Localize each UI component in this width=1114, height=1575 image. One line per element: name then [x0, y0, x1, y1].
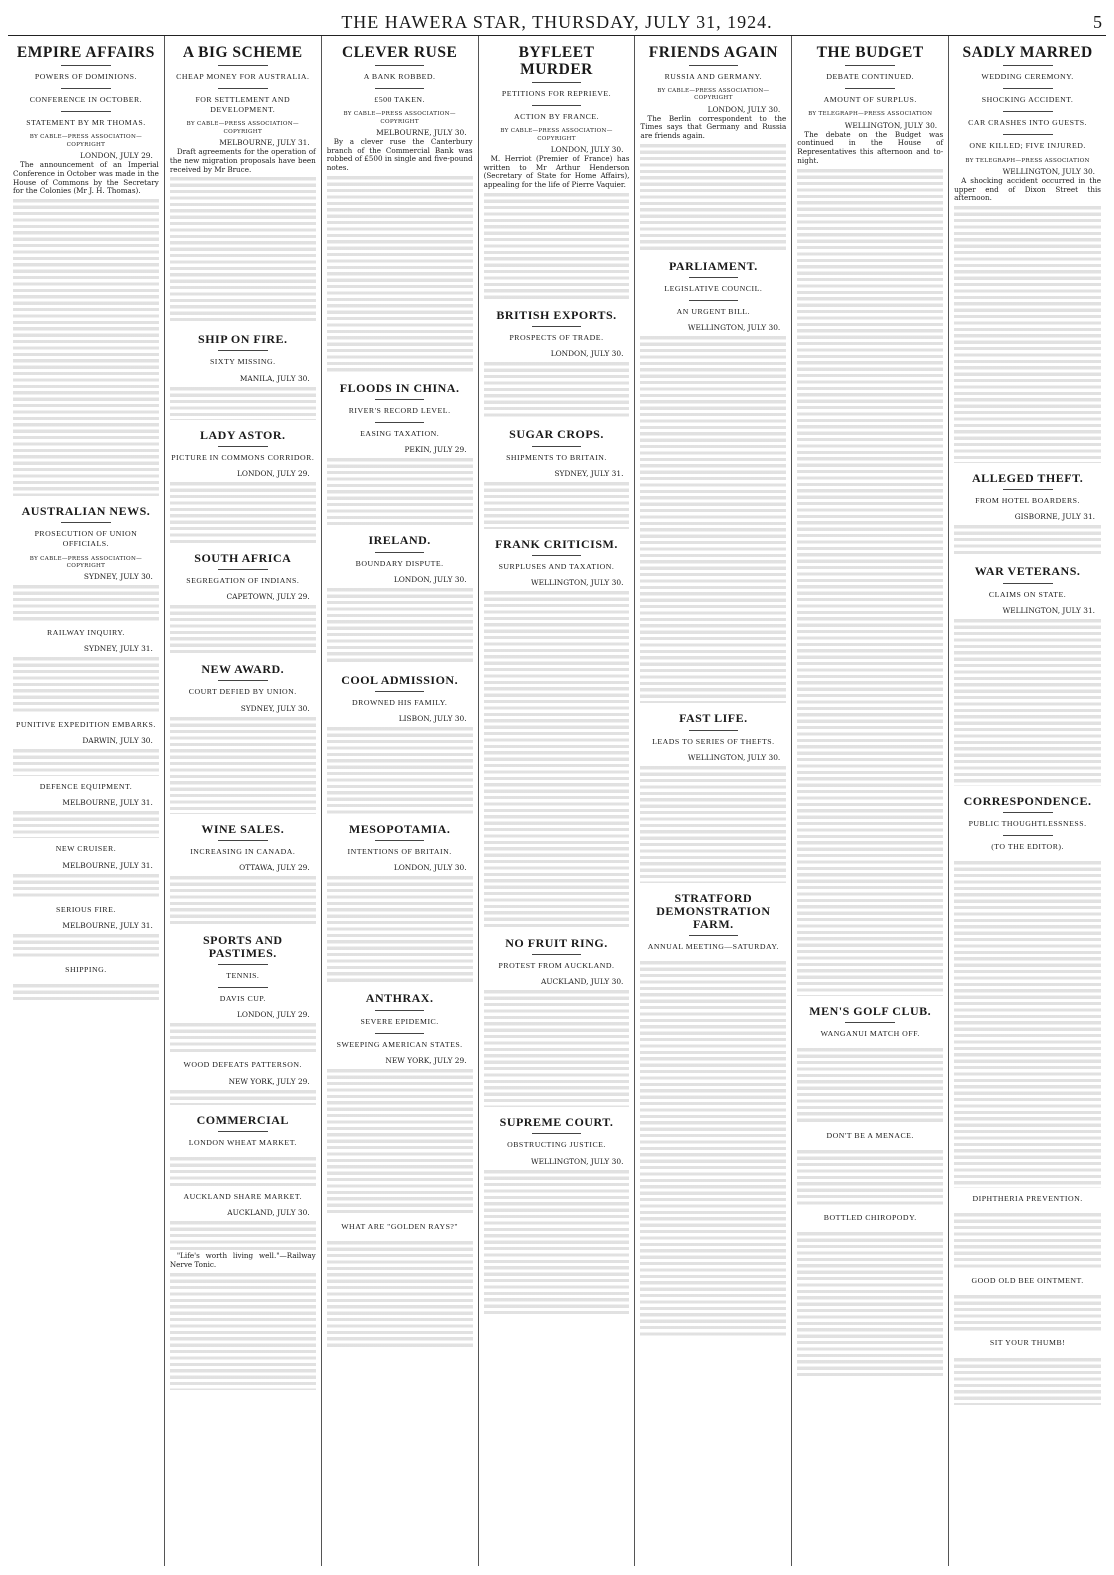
headline: SPORTS AND PASTIMES. — [202, 932, 283, 961]
subheading: SEGREGATION OF INDIANS. — [186, 576, 300, 586]
divider — [61, 88, 111, 89]
dateline: NEW YORK, JULY 29. — [228, 1076, 310, 1086]
divider — [375, 1033, 425, 1034]
text-lines — [954, 203, 1101, 463]
headline: COOL ADMISSION. — [341, 672, 459, 687]
article-body — [797, 131, 943, 996]
headline: ALLEGED THEFT. — [971, 471, 1084, 486]
text-lines — [170, 1218, 316, 1250]
divider — [532, 105, 582, 106]
dateline: OTTAWA, JULY 29. — [239, 862, 310, 872]
subheading: CHEAP MONEY FOR AUSTRALIA. — [176, 72, 310, 82]
text-lines — [954, 1210, 1101, 1270]
wire-credit: BY TELEGRAPH—PRESS ASSOCIATION — [965, 157, 1090, 164]
subheading: NEW CRUISER. — [55, 844, 117, 854]
subheading: PROSPECTS OF TRADE. — [509, 333, 604, 343]
column-7 — [949, 36, 1106, 1566]
article-body — [327, 585, 473, 665]
subheading: CONFERENCE IN OCTOBER. — [29, 95, 143, 105]
subheading: PICTURE IN COMMONS CORRIDOR. — [171, 452, 315, 462]
subheading: SEVERE EPIDEMIC. — [360, 1016, 439, 1026]
divider — [375, 552, 425, 553]
divider — [689, 277, 739, 278]
subheading: BOTTLED CHIROPODY. — [823, 1213, 917, 1223]
headline: THE BUDGET — [816, 44, 924, 61]
text-lines — [170, 1087, 316, 1105]
article-body — [640, 333, 786, 703]
article-text: "Life's worth living well."—Railway Nerve Tonic. — [169, 1251, 316, 1269]
article-body — [484, 588, 630, 928]
subheading: FROM HOTEL BOARDERS. — [975, 496, 1080, 506]
article-body — [954, 858, 1101, 1188]
dateline: WELLINGTON, JULY 31. — [1002, 605, 1095, 615]
headline: MESOPOTAMIA. — [348, 822, 451, 837]
text-lines — [640, 763, 786, 883]
subheading: DEFENCE EQUIPMENT. — [39, 782, 133, 792]
text-lines — [797, 166, 943, 996]
article-body — [13, 981, 159, 1001]
headline: EMPIRE AFFAIRS — [16, 44, 155, 61]
text-lines — [327, 173, 473, 373]
subheading: PUNITIVE EXPEDITION EMBARKS. — [16, 720, 156, 730]
text-lines — [13, 582, 159, 622]
text-lines — [484, 190, 630, 300]
text-lines — [13, 654, 159, 714]
subheading: GOOD OLD BEE OINTMENT. — [971, 1276, 1084, 1286]
text-lines — [797, 1147, 943, 1207]
divider — [218, 350, 268, 351]
article-body — [954, 616, 1101, 786]
wire-credit: BY CABLE—PRESS ASSOCIATION—COPYRIGHT — [29, 134, 143, 148]
divider — [218, 964, 268, 965]
divider — [218, 987, 268, 988]
text-lines — [13, 981, 159, 1001]
divider — [532, 555, 582, 556]
subheading: ACTION BY FRANCE. — [513, 112, 600, 122]
divider — [61, 111, 111, 112]
headline: FAST LIFE. — [679, 711, 748, 726]
divider — [1003, 812, 1053, 813]
column-3 — [322, 36, 479, 1566]
text-lines — [484, 479, 630, 529]
article-body — [954, 1355, 1101, 1405]
dateline: SYDNEY, JULY 31. — [554, 468, 624, 478]
divider — [1003, 489, 1053, 490]
article-body — [954, 1292, 1101, 1332]
article-body — [327, 455, 473, 525]
headline: CORRESPONDENCE. — [963, 793, 1092, 808]
text-lines — [954, 858, 1101, 1188]
divider — [218, 680, 268, 681]
dateline: WELLINGTON, JULY 30. — [1002, 166, 1095, 176]
article-body — [484, 1167, 630, 1317]
divider — [1003, 111, 1053, 112]
text-lines — [797, 1045, 943, 1125]
article-body — [327, 1066, 473, 1216]
headline: A BIG SCHEME — [182, 44, 303, 61]
divider — [218, 65, 268, 66]
dateline: WELLINGTON, JULY 30. — [531, 1156, 624, 1166]
subheading: RAILWAY INQUIRY. — [47, 628, 125, 638]
article-body — [170, 1218, 316, 1250]
dateline: DARWIN, JULY 30. — [82, 736, 153, 746]
headline: AUSTRALIAN NEWS. — [21, 504, 151, 519]
text-lines — [327, 873, 473, 983]
article-body — [954, 1210, 1101, 1270]
subheading: COURT DEFIED BY UNION. — [188, 687, 297, 697]
headline: MEN'S GOLF CLUB. — [809, 1003, 932, 1018]
subheading: TENNIS. — [226, 971, 260, 981]
divider — [689, 300, 739, 301]
subheading: A BANK ROBBED. — [363, 72, 436, 82]
divider — [1003, 88, 1053, 89]
dateline: LONDON, JULY 29. — [236, 468, 310, 478]
dateline: AUCKLAND, JULY 30. — [227, 1208, 310, 1218]
text-lines — [170, 873, 316, 925]
article-body — [170, 148, 316, 324]
divider — [532, 82, 582, 83]
divider — [375, 399, 425, 400]
article-body — [327, 873, 473, 983]
divider — [689, 935, 739, 936]
article-body — [170, 602, 316, 654]
article-body — [797, 1229, 943, 1379]
subheading: DIPHTHERIA PREVENTION. — [972, 1194, 1083, 1204]
text-lines — [327, 1238, 473, 1348]
wire-credit: BY CABLE—PRESS ASSOCIATION—COPYRIGHT — [29, 555, 143, 569]
article-body — [797, 1147, 943, 1207]
subheading: INTENTIONS OF BRITAIN. — [347, 847, 452, 857]
article-body — [954, 177, 1101, 463]
text-lines — [640, 141, 786, 251]
dateline: WELLINGTON, JULY 30. — [844, 120, 938, 130]
divider — [1003, 65, 1053, 66]
text-lines — [954, 1292, 1101, 1332]
wire-credit: BY CABLE—PRESS ASSOCIATION—COPYRIGHT — [343, 111, 456, 125]
text-lines — [484, 987, 630, 1107]
dateline: LONDON, JULY 30. — [393, 863, 467, 873]
text-lines — [954, 522, 1101, 556]
article-text: By a clever ruse the Canterbury branch of the Commercial Bank was robbed of £500 in single and five-pound notes. — [326, 136, 473, 173]
article-body — [954, 522, 1101, 556]
divider — [689, 65, 739, 66]
subheading: £500 TAKEN. — [374, 95, 425, 105]
headline: FLOODS IN CHINA. — [339, 380, 460, 395]
divider — [375, 1010, 425, 1011]
dateline: SYDNEY, JULY 30. — [240, 703, 310, 713]
subheading: RIVER'S RECORD LEVEL. — [348, 406, 451, 416]
article-body — [170, 873, 316, 925]
headline: COMMERCIAL — [196, 1112, 289, 1127]
dateline: LONDON, JULY 30. — [550, 349, 624, 359]
subheading: WOOD DEFEATS PATTERSON. — [183, 1060, 302, 1070]
text-lines — [170, 174, 316, 324]
article-text: A shocking accident occurred in the upper end of Dixon Street this afternoon. — [954, 175, 1101, 203]
subheading: BOUNDARY DISPUTE. — [355, 558, 444, 568]
subheading: STATEMENT BY MR THOMAS. — [26, 118, 146, 128]
article-body — [13, 161, 159, 496]
text-lines — [13, 746, 159, 776]
divider — [1003, 835, 1053, 836]
dateline: LONDON, JULY 29. — [236, 1010, 310, 1020]
headline: IRELAND. — [368, 533, 431, 548]
subheading: SIXTY MISSING. — [209, 357, 276, 367]
wire-credit: BY TELEGRAPH—PRESS ASSOCIATION — [808, 111, 933, 118]
subheading: LEADS TO SERIES OF THEFTS. — [652, 736, 775, 746]
subheading: RUSSIA AND GERMANY. — [664, 72, 763, 82]
divider — [218, 446, 268, 447]
subheading: SHIPMENTS TO BRITAIN. — [506, 452, 607, 462]
text-lines — [640, 333, 786, 703]
subheading: DON'T BE A MENACE. — [826, 1131, 914, 1140]
headline: NEW AWARD. — [201, 662, 285, 677]
text-lines — [327, 455, 473, 525]
article-body — [640, 958, 786, 1338]
dateline: WELLINGTON, JULY 30. — [531, 577, 624, 587]
article-body — [13, 871, 159, 899]
article-body — [640, 115, 786, 251]
subheading: AUCKLAND SHARE MARKET. — [183, 1191, 303, 1201]
headline: FRANK CRITICISM. — [495, 536, 618, 551]
dateline: LONDON, JULY 30. — [393, 574, 467, 584]
divider — [61, 522, 111, 523]
article-body — [484, 155, 630, 300]
subheading: WEDDING CEREMONY. — [981, 72, 1074, 82]
dateline: AUCKLAND, JULY 30. — [540, 977, 624, 987]
column-4 — [479, 36, 636, 1566]
divider — [375, 88, 425, 89]
article-body — [170, 1087, 316, 1105]
subheading: SHOCKING ACCIDENT. — [981, 95, 1074, 105]
article-text: The announcement of an Imperial Conference in October was made in the House of Commons by the Secretary for the Colonies (Mr J. H. Thomas). — [13, 159, 159, 196]
dateline: LONDON, JULY 30. — [707, 104, 781, 114]
text-lines — [797, 1229, 943, 1379]
subheading: CLAIMS ON STATE. — [988, 589, 1067, 599]
text-lines — [13, 871, 159, 899]
dateline: SYDNEY, JULY 31. — [83, 644, 153, 654]
subheading: AN URGENT BILL. — [676, 307, 751, 317]
masthead — [8, 6, 1106, 36]
article-body — [170, 384, 316, 420]
text-lines — [170, 602, 316, 654]
divider — [375, 65, 425, 66]
column-2 — [165, 36, 322, 1566]
headline: SADLY MARRED — [962, 44, 1093, 61]
text-lines — [327, 585, 473, 665]
text-lines — [170, 1020, 316, 1054]
column-5 — [635, 36, 792, 1566]
divider — [61, 65, 111, 66]
subheading: DROWNED HIS FAMILY. — [351, 697, 448, 707]
wire-credit: BY CABLE—PRESS ASSOCIATION—COPYRIGHT — [657, 88, 770, 102]
headline: FRIENDS AGAIN — [648, 44, 778, 61]
subheading: WHAT ARE "GOLDEN RAYS?" — [341, 1221, 459, 1231]
subheading: INCREASING IN CANADA. — [190, 846, 296, 856]
text-lines — [13, 196, 159, 496]
text-lines — [640, 958, 786, 1338]
headline: CLEVER RUSE — [341, 44, 458, 61]
subheading: (TO THE EDITOR). — [991, 842, 1064, 852]
page-number: 5 — [1093, 12, 1102, 32]
divider — [532, 1133, 582, 1134]
headline: STRATFORD DEMONSTRATION FARM. — [656, 890, 771, 932]
text-lines — [327, 724, 473, 814]
headline: SUGAR CROPS. — [509, 427, 604, 442]
dateline: LONDON, JULY 29. — [80, 150, 153, 160]
headline: SHIP ON FIRE. — [198, 332, 288, 347]
text-lines — [170, 479, 316, 543]
text-lines — [170, 1270, 316, 1390]
article-body — [13, 582, 159, 622]
article-body — [170, 1252, 316, 1390]
divider — [218, 840, 268, 841]
divider — [1003, 583, 1053, 584]
divider — [532, 446, 582, 447]
text-lines — [13, 931, 159, 959]
divider — [689, 730, 739, 731]
text-lines — [954, 616, 1101, 786]
wire-credit: BY CABLE—PRESS ASSOCIATION—COPYRIGHT — [500, 128, 613, 142]
text-lines — [954, 1355, 1101, 1405]
subheading: DEBATE CONTINUED. — [826, 72, 915, 82]
subheading: LONDON WHEAT MARKET. — [188, 1137, 297, 1147]
subheading: FOR SETTLEMENT AND DEVELOPMENT. — [195, 95, 291, 115]
dateline: SYDNEY, JULY 30. — [83, 572, 153, 582]
subheading: WANGANUI MATCH OFF. — [820, 1028, 920, 1038]
dateline: MELBOURNE, JULY 31. — [62, 860, 153, 870]
article-body — [797, 1045, 943, 1125]
headline: SUPREME COURT. — [499, 1115, 614, 1130]
subheading: LEGISLATIVE COUNCIL. — [664, 284, 763, 294]
dateline: GISBORNE, JULY 31. — [1014, 512, 1095, 522]
divider — [375, 840, 425, 841]
subheading: ONE KILLED; FIVE INJURED. — [969, 141, 1086, 151]
text-lines — [13, 808, 159, 838]
subheading: SHIPPING. — [65, 964, 107, 974]
divider — [375, 422, 425, 423]
text-lines — [170, 1154, 316, 1186]
dateline: CAPETOWN, JULY 29. — [226, 592, 310, 602]
subheading: SERIOUS FIRE. — [56, 904, 116, 914]
column-1 — [8, 36, 165, 1566]
dateline: MELBOURNE, JULY 31. — [62, 798, 153, 808]
subheading: PETITIONS FOR REPRIEVE. — [501, 89, 612, 99]
article-text: M. Herriot (Premier of France) has written to Mr Arthur Henderson (Secretary of State for Home Affairs), appealing for the life of Pierre Vaquier. — [483, 153, 630, 190]
headline: ANTHRAX. — [365, 991, 434, 1006]
divider — [218, 569, 268, 570]
article-body — [170, 1020, 316, 1054]
subheading: SURPLUSES AND TAXATION. — [498, 561, 615, 571]
article-body — [170, 1154, 316, 1186]
dateline: WELLINGTON, JULY 30. — [687, 323, 781, 333]
headline: NO FRUIT RING. — [505, 935, 608, 950]
article-body — [484, 359, 630, 419]
subheading: POWERS OF DOMINIONS. — [34, 72, 137, 82]
text-lines — [484, 359, 630, 419]
subheading: PUBLIC THOUGHTLESSNESS. — [968, 818, 1087, 828]
article-body — [327, 138, 473, 373]
divider — [1003, 134, 1053, 135]
article-body — [484, 479, 630, 529]
article-body — [170, 714, 316, 814]
divider — [532, 954, 582, 955]
headline: PARLIAMENT. — [668, 259, 758, 274]
text-lines — [484, 1167, 630, 1317]
article-body — [13, 654, 159, 714]
subheading: SIT YOUR THUMB! — [989, 1338, 1066, 1348]
dateline: WELLINGTON, JULY 30. — [687, 752, 781, 762]
headline: WAR VETERANS. — [974, 564, 1081, 579]
headline: BRITISH EXPORTS. — [496, 308, 617, 322]
subheading: SWEEPING AMERICAN STATES. — [336, 1039, 463, 1049]
subheading: CAR CRASHES INTO GUESTS. — [968, 118, 1087, 128]
article-body — [484, 987, 630, 1107]
dateline: MELBOURNE, JULY 30. — [376, 127, 467, 137]
subheading: PROTEST FROM AUCKLAND. — [498, 961, 615, 971]
article-text: The Berlin correspondent to the Times says that Germany and Russia are friends again. — [640, 113, 787, 141]
text-lines — [170, 714, 316, 814]
column-6 — [792, 36, 949, 1566]
text-lines — [327, 1066, 473, 1216]
dateline: MANILA, JULY 30. — [239, 373, 310, 383]
dateline: MELBOURNE, JULY 31. — [62, 920, 153, 930]
divider — [845, 88, 895, 89]
article-body — [327, 1238, 473, 1348]
headline: LADY ASTOR. — [200, 427, 286, 442]
headline: SOUTH AFRICA — [194, 550, 292, 565]
article-body — [640, 763, 786, 883]
dateline: MELBOURNE, JULY 31. — [219, 137, 310, 147]
wire-credit: BY CABLE—PRESS ASSOCIATION—COPYRIGHT — [186, 121, 299, 135]
subheading: PROSECUTION OF UNION OFFICIALS. — [34, 529, 138, 549]
text-lines — [484, 588, 630, 928]
columns-grid — [8, 36, 1106, 1566]
article-body — [13, 931, 159, 959]
divider — [532, 326, 582, 327]
subheading: AMOUNT OF SURPLUS. — [823, 95, 917, 105]
dateline: NEW YORK, JULY 29. — [385, 1055, 467, 1065]
article-body — [13, 808, 159, 838]
divider — [845, 65, 895, 66]
article-body — [327, 724, 473, 814]
divider — [218, 88, 268, 89]
dateline: PEKIN, JULY 29. — [404, 445, 467, 455]
dateline: LONDON, JULY 30. — [550, 144, 624, 154]
masthead-title: THE HAWERA STAR, THURSDAY, JULY 31, 1924. — [341, 12, 773, 32]
divider — [218, 1131, 268, 1132]
dateline: LISBON, JULY 30. — [398, 714, 467, 724]
subheading: DAVIS CUP. — [219, 994, 266, 1004]
divider — [845, 1022, 895, 1023]
article-text: The debate on the Budget was continued in the House of Representatives this afternoon and to-night. — [797, 129, 944, 165]
divider — [375, 691, 425, 692]
text-lines — [170, 384, 316, 420]
headline: WINE SALES. — [201, 821, 285, 836]
article-body — [13, 746, 159, 776]
article-text: Draft agreements for the operation of the new migration proposals have been received by Mr Bruce. — [169, 146, 316, 174]
headline: BYFLEET MURDER — [518, 44, 595, 79]
subheading: EASING TAXATION. — [360, 429, 440, 439]
subheading: ANNUAL MEETING—SATURDAY. — [647, 942, 779, 952]
subheading: OBSTRUCTING JUSTICE. — [507, 1140, 606, 1150]
article-body — [170, 479, 316, 543]
